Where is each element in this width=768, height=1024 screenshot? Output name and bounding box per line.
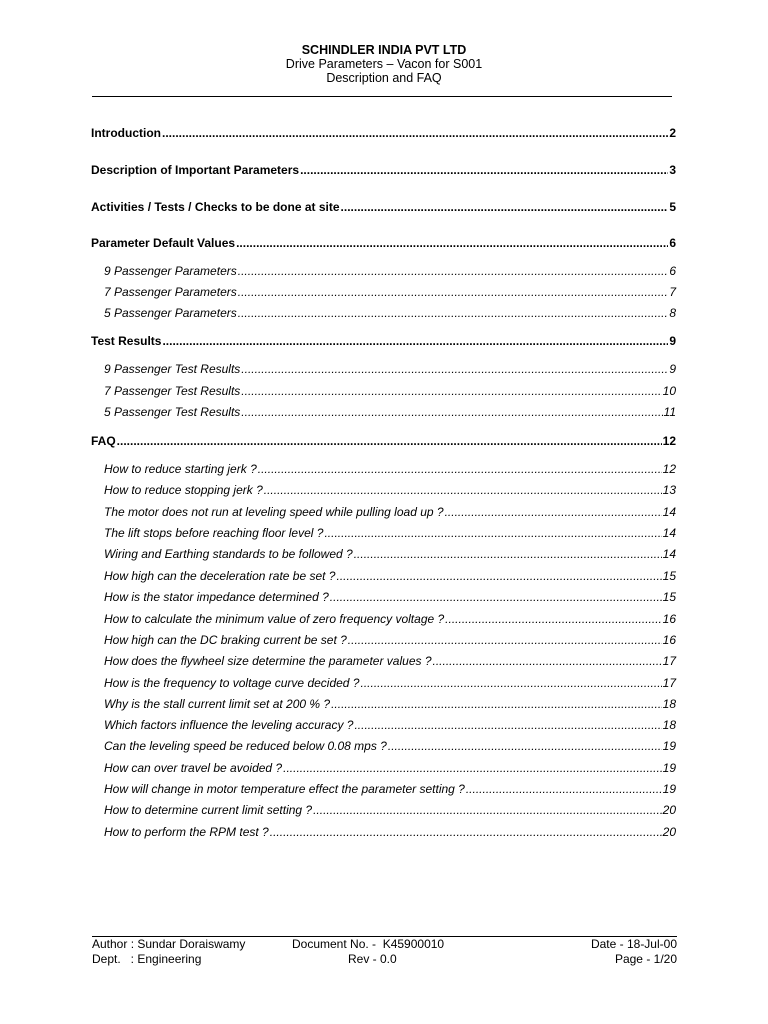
toc-subsection-link[interactable] bbox=[91, 782, 676, 797]
toc-entry-title: 5 Passenger Parameters bbox=[104, 306, 237, 320]
toc-dot-leader bbox=[445, 505, 662, 520]
toc-dot-leader bbox=[354, 547, 662, 562]
header-divider bbox=[92, 96, 672, 97]
toc-dot-leader bbox=[270, 825, 662, 840]
document-header bbox=[0, 43, 768, 85]
toc-entry-title: 7 Passenger Parameters bbox=[104, 285, 237, 299]
toc-subsection-link[interactable] bbox=[91, 612, 676, 627]
toc-dot-leader bbox=[360, 676, 661, 691]
toc-entry-title: 9 Passenger Test Results bbox=[104, 362, 241, 376]
toc-page-number: 9 bbox=[669, 334, 676, 348]
toc-entry-title: Description of Important Parameters bbox=[91, 163, 300, 177]
toc-subsection-link[interactable] bbox=[91, 803, 676, 818]
toc-page-number: 12 bbox=[662, 462, 676, 476]
toc-dot-leader bbox=[117, 434, 662, 449]
toc-entry-title: How is the frequency to voltage curve decided ? bbox=[104, 676, 360, 690]
toc-subsection-link[interactable] bbox=[91, 676, 676, 691]
toc-entry-title: How to perform the RPM test ? bbox=[104, 825, 269, 839]
toc-dot-leader bbox=[241, 362, 668, 377]
toc-page-number: 2 bbox=[669, 126, 676, 140]
toc-dot-leader bbox=[283, 761, 662, 776]
toc-subsection-link[interactable] bbox=[91, 569, 676, 584]
toc-subsection-link[interactable] bbox=[91, 547, 676, 562]
toc-dot-leader bbox=[238, 306, 669, 321]
toc-subsection-link[interactable] bbox=[91, 462, 676, 477]
toc-page-number: 3 bbox=[669, 163, 676, 177]
footer-author: Author : Sundar Doraiswamy bbox=[92, 937, 246, 951]
toc-page-number: 11 bbox=[663, 405, 676, 419]
document-footer bbox=[92, 937, 677, 967]
toc-page-number: 20 bbox=[662, 825, 676, 839]
toc-section-link[interactable] bbox=[91, 126, 676, 141]
toc-dot-leader bbox=[241, 384, 661, 399]
toc-entry-title: Activities / Tests / Checks to be done at site bbox=[91, 200, 340, 214]
toc-page-number: 14 bbox=[662, 526, 676, 540]
toc-page-number: 8 bbox=[669, 306, 676, 320]
company-name: SCHINDLER INDIA PVT LTD bbox=[301, 43, 467, 57]
toc-subsection-link[interactable] bbox=[91, 264, 676, 279]
toc-dot-leader bbox=[162, 126, 668, 141]
toc-subsection-link[interactable] bbox=[91, 739, 676, 754]
toc-entry-title: Introduction bbox=[91, 126, 161, 140]
toc-entry-title: How can over travel be avoided ? bbox=[104, 761, 283, 775]
toc-entry-title: 5 Passenger Test Results bbox=[104, 405, 241, 419]
footer-page-number: Page - 1/20 bbox=[614, 952, 677, 966]
toc-subsection-link[interactable] bbox=[91, 362, 676, 377]
document-subtitle: Drive Parameters – Vacon for S001 bbox=[285, 57, 483, 71]
toc-entry-title: The lift stops before reaching floor level ? bbox=[104, 526, 324, 540]
toc-entry-title: 7 Passenger Test Results bbox=[104, 384, 241, 398]
toc-subsection-link[interactable] bbox=[91, 384, 676, 399]
toc-entry-title: Parameter Default Values bbox=[91, 236, 236, 250]
footer-document-number: Document No. - K45900010 bbox=[292, 937, 445, 951]
toc-dot-leader bbox=[466, 782, 662, 797]
toc-section-link[interactable] bbox=[91, 200, 676, 215]
toc-entry-title: The motor does not run at leveling speed while pulling load up ? bbox=[104, 505, 444, 519]
toc-page-number: 20 bbox=[662, 803, 676, 817]
toc-dot-leader bbox=[445, 612, 661, 627]
toc-subsection-link[interactable] bbox=[91, 697, 676, 712]
toc-page-number: 9 bbox=[669, 362, 676, 376]
toc-entry-title: Test Results bbox=[91, 334, 162, 348]
footer-revision: Rev - 0.0 bbox=[348, 952, 397, 966]
toc-page-number: 10 bbox=[662, 384, 676, 398]
toc-section-link[interactable] bbox=[91, 163, 676, 178]
toc-dot-leader bbox=[238, 285, 669, 300]
toc-page-number: 15 bbox=[662, 590, 676, 604]
toc-dot-leader bbox=[264, 483, 662, 498]
toc-entry-title: 9 Passenger Parameters bbox=[104, 264, 237, 278]
toc-subsection-link[interactable] bbox=[91, 405, 676, 420]
toc-page-number: 15 bbox=[662, 569, 676, 583]
toc-dot-leader bbox=[433, 654, 662, 669]
toc-page-number: 14 bbox=[662, 505, 676, 519]
toc-dot-leader bbox=[324, 526, 661, 541]
toc-entry-title: Why is the stall current limit set at 200 % ? bbox=[104, 697, 331, 711]
toc-dot-leader bbox=[341, 200, 669, 215]
toc-page-number: 18 bbox=[662, 697, 676, 711]
toc-dot-leader bbox=[330, 590, 662, 605]
toc-page-number: 19 bbox=[662, 782, 676, 796]
document-description: Description and FAQ bbox=[326, 71, 442, 85]
toc-dot-leader bbox=[388, 739, 662, 754]
toc-entry-title: How to determine current limit setting ? bbox=[104, 803, 313, 817]
toc-page-number: 18 bbox=[662, 718, 676, 732]
toc-dot-leader bbox=[331, 697, 662, 712]
toc-subsection-link[interactable] bbox=[91, 825, 676, 840]
toc-subsection-link[interactable] bbox=[91, 285, 676, 300]
footer-date: Date - 18-Jul-00 bbox=[590, 937, 677, 951]
toc-page-number: 16 bbox=[662, 633, 676, 647]
toc-subsection-link[interactable] bbox=[91, 505, 676, 520]
toc-page-number: 19 bbox=[662, 761, 676, 775]
toc-entry-title: How to reduce stopping jerk ? bbox=[104, 483, 263, 497]
toc-section-link[interactable] bbox=[91, 236, 676, 251]
toc-entry-title: How does the flywheel size determine the parameter values ? bbox=[104, 654, 432, 668]
toc-entry-title: How is the stator impedance determined ? bbox=[104, 590, 329, 604]
toc-page-number: 17 bbox=[662, 676, 676, 690]
toc-page-number: 13 bbox=[662, 483, 676, 497]
toc-subsection-link[interactable] bbox=[91, 654, 676, 669]
toc-subsection-link[interactable] bbox=[91, 590, 676, 605]
toc-page-number: 6 bbox=[669, 264, 676, 278]
toc-subsection-link[interactable] bbox=[91, 718, 676, 733]
toc-dot-leader bbox=[348, 633, 662, 648]
toc-dot-leader bbox=[300, 163, 668, 178]
toc-subsection-link[interactable] bbox=[91, 633, 676, 648]
toc-page-number: 19 bbox=[662, 739, 676, 753]
toc-subsection-link[interactable] bbox=[91, 526, 676, 541]
toc-subsection-link[interactable] bbox=[91, 761, 676, 776]
toc-subsection-link[interactable] bbox=[91, 483, 676, 498]
toc-dot-leader bbox=[313, 803, 662, 818]
footer-department: Dept. : Engineering bbox=[92, 952, 202, 966]
toc-section-link[interactable] bbox=[91, 434, 676, 449]
toc-entry-title: Wiring and Earthing standards to be followed ? bbox=[104, 547, 353, 561]
toc-entry-title: Can the leveling speed be reduced below 0.08 mps ? bbox=[104, 739, 387, 753]
toc-dot-leader bbox=[236, 236, 668, 251]
toc-dot-leader bbox=[336, 569, 661, 584]
toc-page-number: 7 bbox=[669, 285, 676, 299]
toc-section-link[interactable] bbox=[91, 334, 676, 349]
toc-entry-title: How to reduce starting jerk ? bbox=[104, 462, 257, 476]
toc-dot-leader bbox=[241, 405, 662, 420]
toc-dot-leader bbox=[354, 718, 661, 733]
toc-entry-title: FAQ bbox=[91, 434, 116, 448]
toc-entry-title: How to calculate the minimum value of zero frequency voltage ? bbox=[104, 612, 445, 626]
toc-entry-title: How high can the deceleration rate be set ? bbox=[104, 569, 336, 583]
toc-entry-title: Which factors influence the leveling accuracy ? bbox=[104, 718, 354, 732]
toc-page-number: 12 bbox=[662, 434, 676, 448]
toc-dot-leader bbox=[162, 334, 668, 349]
toc-page-number: 14 bbox=[662, 547, 676, 561]
toc-page-number: 16 bbox=[662, 612, 676, 626]
toc-entry-title: How will change in motor temperature effect the parameter setting ? bbox=[104, 782, 465, 796]
toc-entry-title: How high can the DC braking current be set ? bbox=[104, 633, 347, 647]
toc-page-number: 17 bbox=[662, 654, 676, 668]
toc-subsection-link[interactable] bbox=[91, 306, 676, 321]
toc-dot-leader bbox=[258, 462, 662, 477]
toc-dot-leader bbox=[238, 264, 669, 279]
toc-page-number: 6 bbox=[669, 236, 676, 250]
toc-page-number: 5 bbox=[669, 200, 676, 214]
